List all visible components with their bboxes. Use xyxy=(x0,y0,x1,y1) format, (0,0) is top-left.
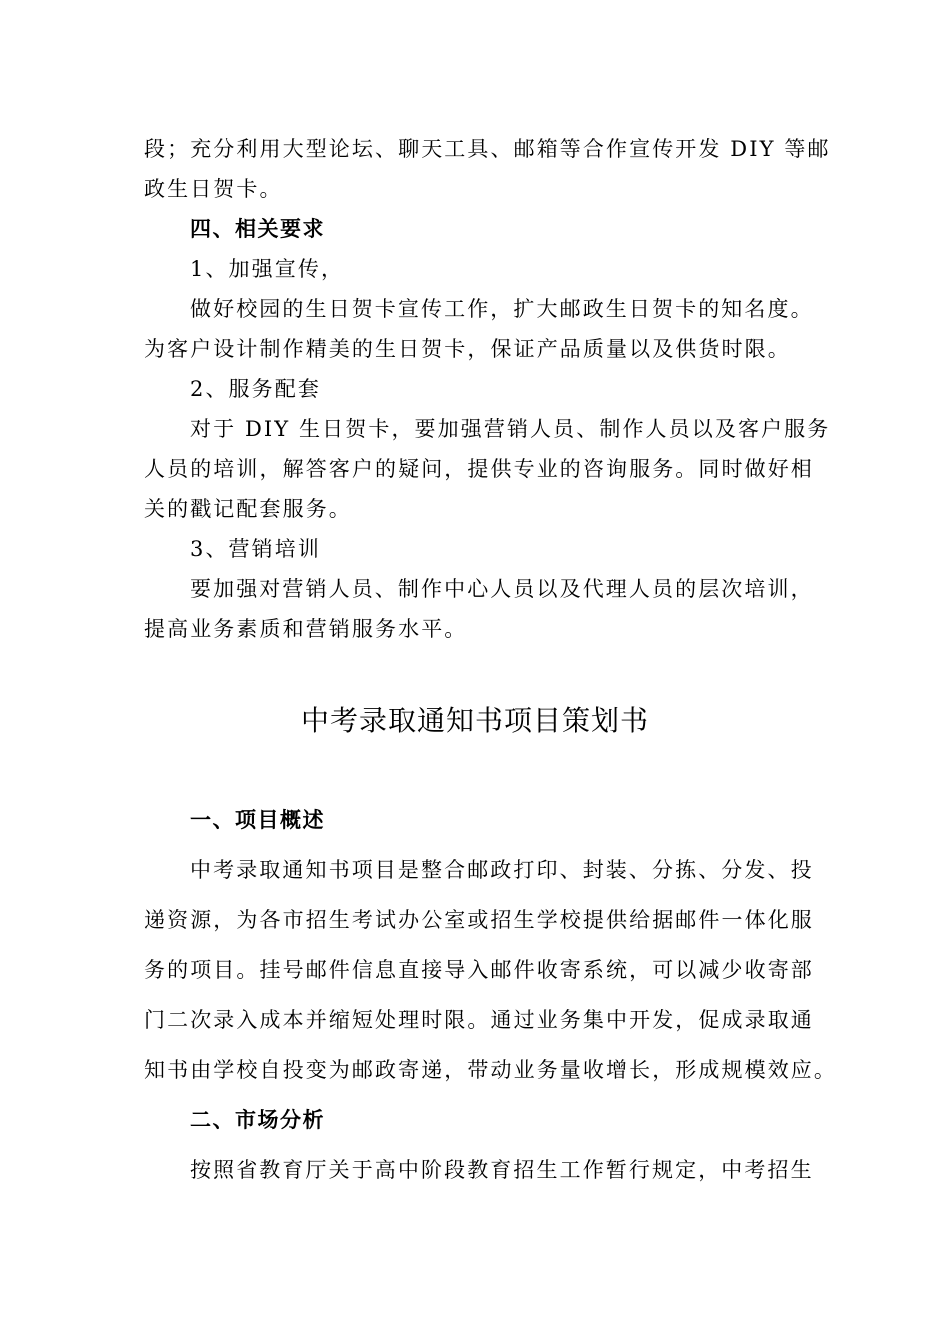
document-title: 中考录取通知书项目策划书 xyxy=(300,704,649,737)
item-title-publicity: 1、加强宣传， xyxy=(190,257,345,281)
paragraph-line: 为客户设计制作精美的生日贺卡，保证产品质量以及供货时限。 xyxy=(144,337,791,361)
paragraph-line: 政生日贺卡。 xyxy=(144,177,283,201)
paragraph-line: 门二次录入成本并缩短处理时限。通过业务集中开发，促成录取通 xyxy=(144,1008,814,1032)
paragraph-line: 按照省教育厅关于高中阶段教育招生工作暂行规定，中考招生 xyxy=(190,1158,814,1182)
paragraph-line: 做好校园的生日贺卡宣传工作，扩大邮政生日贺卡的知名度。 xyxy=(190,297,814,321)
item-title-training: 3、营销培训 xyxy=(190,537,321,561)
item-title-service: 2、服务配套 xyxy=(190,377,321,401)
paragraph-line: 务的项目。挂号邮件信息直接导入邮件收寄系统，可以减少收寄部 xyxy=(144,958,814,982)
paragraph-line: 段；充分利用大型论坛、聊天工具、邮箱等合作宣传开发 DIY 等邮 xyxy=(144,137,831,161)
section-heading-market: 二、市场分析 xyxy=(190,1108,325,1132)
paragraph-line: 中考录取通知书项目是整合邮政打印、封装、分拣、分发、投 xyxy=(190,858,814,882)
paragraph-line: 递资源，为各市招生考试办公室或招生学校提供给据邮件一体化服 xyxy=(144,908,814,932)
paragraph-line: 知书由学校自投变为邮政寄递，带动业务量收增长，形成规模效应。 xyxy=(144,1058,837,1082)
section-heading-overview: 一、项目概述 xyxy=(190,808,325,832)
paragraph-line: 关的戳记配套服务。 xyxy=(144,497,352,521)
paragraph-line: 人员的培训，解答客户的疑问，提供专业的咨询服务。同时做好相 xyxy=(144,457,814,481)
paragraph-line: 对于 DIY 生日贺卡，要加强营销人员、制作人员以及客户服务 xyxy=(190,417,831,441)
section-heading-requirements: 四、相关要求 xyxy=(190,217,325,241)
paragraph-line: 提高业务素质和营销服务水平。 xyxy=(144,617,468,641)
paragraph-line: 要加强对营销人员、制作中心人员以及代理人员的层次培训， xyxy=(190,577,814,601)
